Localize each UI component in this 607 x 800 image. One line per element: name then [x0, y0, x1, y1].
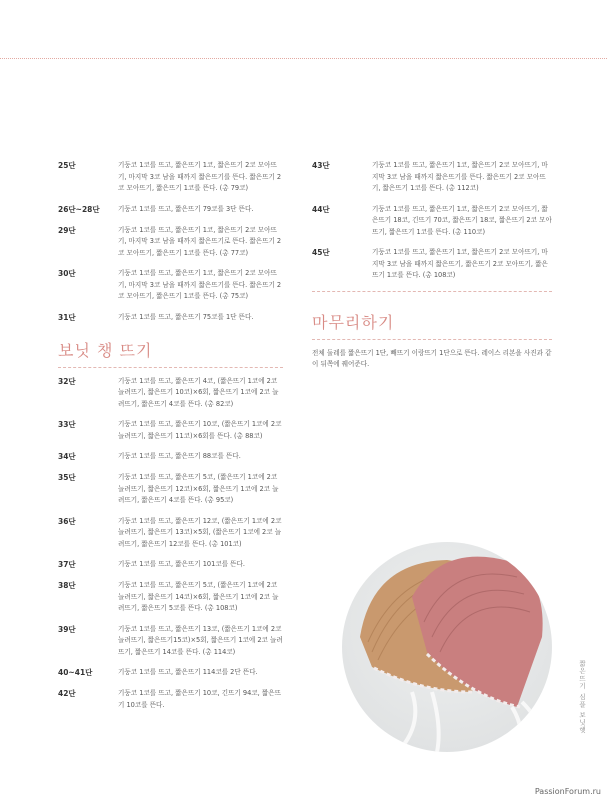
round-text: 기둥코 1코를 뜨고, 짧은뜨기 5코, (짧은뜨기 1코에 2코 늘려뜨기, 짧은뜨기 12코)×6회, 짧은뜨기 1코에 2코 늘려뜨기, 짧은뜨기 4코를 뜬다. (총 95코): [118, 473, 279, 504]
side-caption: 짧은뜨기 심플 보닛햇: [578, 660, 586, 734]
round-text: 기둥코 1코를 뜨고, 짧은뜨기 1코, 짧은뜨기 2코 모아뜨기, 짧은뜨기 18코, 긴뜨기 70코, 짧은뜨기 18코, 짧은뜨기 2코 모아뜨기, 짧은뜨기 1코를 뜬다. (총 110코): [372, 204, 552, 236]
round-label: 43단: [312, 161, 330, 170]
bonnet-illustration: [342, 542, 552, 752]
round-label: 38단: [58, 581, 76, 590]
round-label: 39단: [58, 624, 76, 634]
brim-section-title: 보닛 챙 뜨기: [58, 338, 283, 368]
round-text: 기둥코 1코를 뜨고, 짧은뜨기 88코를 뜬다.: [118, 452, 241, 460]
round-text: 기둥코 1코를 뜨고, 짧은뜨기 101코를 뜬다.: [118, 560, 245, 568]
round-label: 32단: [58, 376, 76, 386]
dotted-top-border: [0, 58, 607, 59]
instruction-row: [58, 580, 283, 615]
round-text: 기둥코 1코를 뜨고, 짧은뜨기 1코, 짧은뜨기 2코 모아뜨기, 마지막 3코 남을 때까지 짧은뜨기로 뜬다. 짧은뜨기 2코 모아뜨기, 짧은뜨기 1코를 뜬다. (총 77코): [118, 225, 282, 257]
round-text: 기둥코 1코를 뜨고, 짧은뜨기 1코, 짧은뜨기 2코 모아뜨기, 마지막 3코 남을 때까지 짧은뜨기를 뜬다. 짧은뜨기 2코 모아뜨기, 짧은뜨기 1코를 뜬다. (총 75코): [118, 269, 282, 300]
round-text: 기둥코 1코를 뜨고, 짧은뜨기 75코를 1단 뜬다.: [118, 312, 254, 321]
instruction-row: [58, 451, 283, 463]
round-text: 기둥코 1코를 뜨고, 짧은뜨기 1코, 짧은뜨기 2코 모아뜨기, 마지막 3코 남을 때까지 짧은뜨기, 짧은뜨기 2코 모아뜨기, 짧은뜨기 1코를 뜬다. (총 108코): [372, 248, 548, 279]
round-label: 30단: [58, 269, 76, 278]
round-label: 40~41단: [58, 668, 93, 677]
round-text: 기둥코 1코를 뜨고, 짧은뜨기 79코를 3단 뜬다.: [118, 204, 254, 213]
round-label: 37단: [58, 560, 76, 569]
rows-group-b: [58, 376, 283, 712]
round-text: 기둥코 1코를 뜨고, 짧은뜨기 1코, 짧은뜨기 2코 모아뜨기, 마지막 3코 남을 때까지 짧은뜨기를 뜬다. 짧은뜨기 2코 모아뜨기, 짧은뜨기 1코를 뜬다. (총 112코): [372, 161, 548, 192]
finish-instructions: 전체 둘레를 짧은뜨기 1단, 빼뜨기 이랑뜨기 1단으로 뜬다. 레이스 리본을 사진과 같이 뒤쪽에 꿰어준다.: [312, 348, 552, 368]
round-text: 기둥코 1코를 뜨고, 짧은뜨기 1코, 짧은뜨기 2코 모아뜨기, 마지막 3코 남을 때까지 짧은뜨기를 뜬다. 짧은뜨기 2코 모아뜨기, 짧은뜨기 1코를 뜬다. (총 79코): [118, 161, 282, 192]
instruction-row: [312, 204, 552, 239]
round-label: 31단: [58, 312, 76, 322]
round-label: 34단: [58, 452, 76, 461]
instruction-row: [58, 472, 283, 507]
round-label: 42단: [58, 689, 76, 698]
round-text: 기둥코 1코를 뜨고, 짧은뜨기 10코, 긴뜨기 94코, 짧은뜨기 10코를 뜬다.: [118, 689, 281, 709]
instruction-row: [58, 667, 283, 679]
round-label: 29단: [58, 225, 76, 235]
instruction-row: [58, 624, 283, 659]
instruction-row: [58, 516, 283, 551]
lace-ribbon: [402, 692, 439, 752]
instruction-row: [58, 688, 283, 711]
round-label: 36단: [58, 516, 76, 526]
bonnet-photo: [342, 542, 552, 752]
left-column: [58, 160, 283, 720]
round-label: 35단: [58, 473, 76, 482]
instruction-row: [58, 268, 283, 303]
instruction-row: [58, 559, 283, 571]
instruction-row: [312, 160, 552, 195]
instruction-row: [58, 204, 283, 216]
instruction-row: [58, 225, 283, 260]
rows-group-c: [312, 160, 552, 282]
round-text: 기둥코 1코를 뜨고, 짧은뜨기 12코, (짧은뜨기 1코에 2코 늘려뜨기, 짧은뜨기 13코)×5회, (짧은뜨기 1코에 2코 늘려뜨기, 짧은뜨기 12코를 뜬다. (총 101코): [118, 516, 282, 548]
round-label: 25단: [58, 161, 76, 170]
instruction-row: [312, 247, 552, 282]
round-label: 44단: [312, 204, 330, 214]
round-label: 45단: [312, 248, 330, 257]
round-label: 26단~28단: [58, 204, 100, 214]
round-label: 33단: [58, 420, 76, 429]
rows-group-a: [58, 160, 283, 324]
instruction-row: [58, 312, 283, 324]
instruction-row: [58, 376, 283, 411]
round-text: 기둥코 1코를 뜨고, 짧은뜨기 4코, (짧은뜨기 1코에 2코 늘려뜨기, 짧은뜨기 10코)×6회, 짧은뜨기 1코에 2코 늘려뜨기, 짧은뜨기 4코를 뜬다. (총 82코): [118, 376, 279, 408]
section-divider: [312, 291, 552, 292]
instruction-row: [58, 419, 283, 442]
watermark: PassionForum.ru: [534, 787, 601, 796]
round-text: 기둥코 1코를 뜨고, 짧은뜨기 114코를 2단 뜬다.: [118, 668, 258, 676]
round-text: 기둥코 1코를 뜨고, 짧은뜨기 13코, (짧은뜨기 1코에 2코 늘려뜨기, 짧은뜨기15코)×5회, 짧은뜨기 1코에 2코 늘려뜨기, 짧은뜨기 14코를 뜬다. (총 114코): [118, 624, 283, 656]
round-text: 기둥코 1코를 뜨고, 짧은뜨기 10코, (짧은뜨기 1코에 2코 늘려뜨기, 짧은뜨기 11코)×6회를 뜬다. (총 88코): [118, 420, 282, 440]
finish-section-title: 마무리하기: [312, 310, 552, 340]
round-text: 기둥코 1코를 뜨고, 짧은뜨기 5코, (짧은뜨기 1코에 2코 늘려뜨기, 짧은뜨기 14코)×6회, 짧은뜨기 1코에 2코 늘려뜨기, 짧은뜨기 5코를 뜬다. (총 108코): [118, 581, 279, 612]
right-column: [312, 160, 552, 371]
instruction-row: [58, 160, 283, 195]
